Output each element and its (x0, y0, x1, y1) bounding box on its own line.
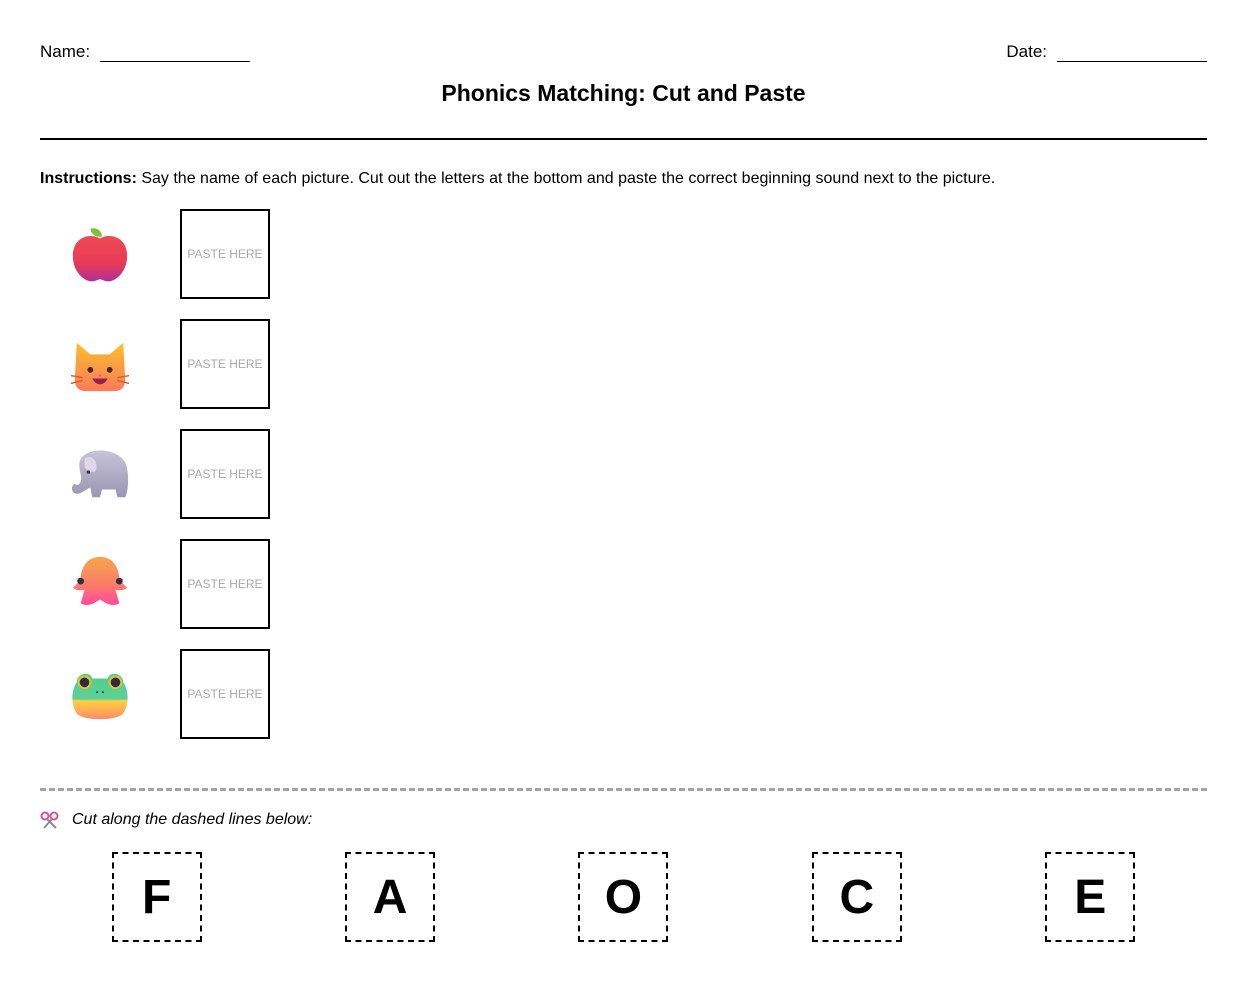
instructions-label: Instructions: (40, 170, 137, 187)
letter-card-f[interactable]: F (112, 852, 202, 942)
instructions-text: Say the name of each picture. Cut out the letters at the bottom and paste the correct beginning sound next to the picture. (136, 170, 996, 187)
letter-card-e[interactable]: E (1045, 852, 1135, 942)
paste-box[interactable]: PASTE HERE (180, 539, 270, 629)
name-field (40, 41, 250, 62)
title-divider (40, 138, 1207, 140)
name-line[interactable] (100, 41, 250, 62)
page-title: Phonics Matching: Cut and Paste (441, 80, 806, 106)
letter-cards (40, 852, 1207, 942)
picture-row-elephant (40, 429, 270, 519)
picture-row-octopus (40, 539, 270, 629)
frog-icon (40, 649, 160, 739)
date-field (1006, 41, 1207, 62)
elephant-icon (40, 429, 160, 519)
cat-icon (40, 319, 160, 409)
cut-label-text: Cut along the dashed lines below: (72, 811, 313, 828)
picture-row-apple (40, 209, 270, 299)
header-row (40, 38, 1207, 62)
scissors-icon (40, 811, 62, 829)
date-line[interactable] (1057, 41, 1207, 62)
date-label: Date: (1006, 42, 1047, 61)
paste-box[interactable]: PASTE HERE (180, 649, 270, 739)
cut-line-divider (40, 788, 1207, 791)
paste-box[interactable]: PASTE HERE (180, 429, 270, 519)
letter-card-c[interactable]: C (812, 852, 902, 942)
picture-row-frog (40, 649, 270, 739)
apple-icon (40, 209, 160, 299)
paste-box[interactable]: PASTE HERE (180, 319, 270, 409)
name-label: Name: (40, 42, 91, 61)
letter-card-o[interactable]: O (578, 852, 668, 942)
letter-card-a[interactable]: A (345, 852, 435, 942)
octopus-icon (40, 539, 160, 629)
picture-row-cat (40, 319, 270, 409)
instructions (40, 170, 995, 188)
paste-box[interactable]: PASTE HERE (180, 209, 270, 299)
cut-instructions (40, 811, 312, 829)
